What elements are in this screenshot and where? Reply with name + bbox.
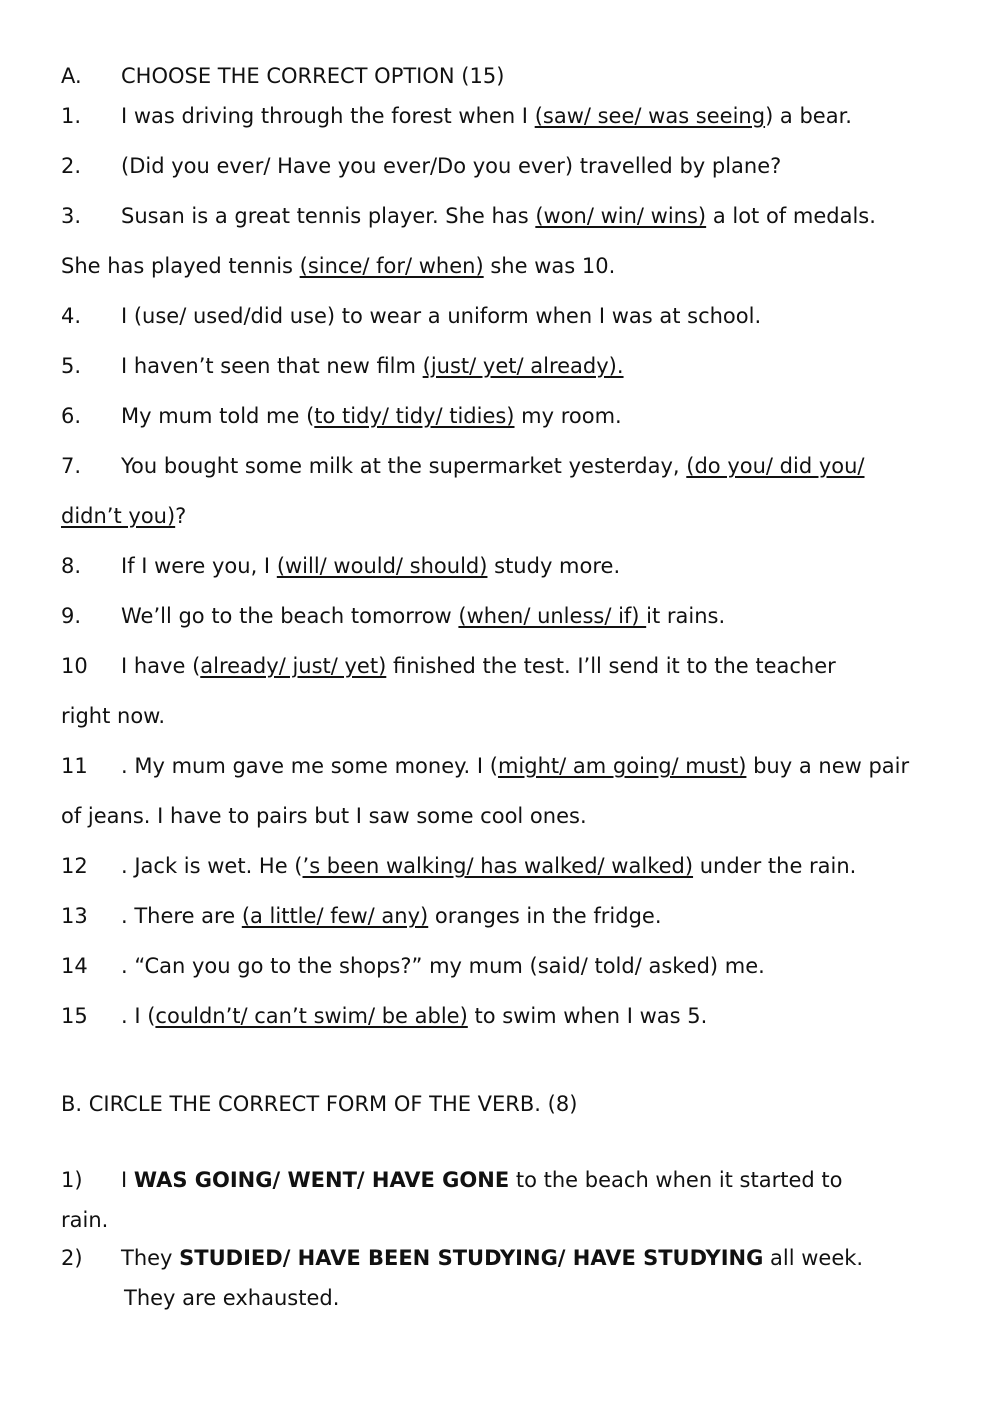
question-number: 7. bbox=[61, 454, 82, 478]
question-number: 11 bbox=[61, 754, 88, 778]
question-stem: She has played tennis bbox=[61, 254, 300, 278]
question-10-continuation bbox=[61, 704, 165, 728]
question-stem: I was driving through the forest when I bbox=[121, 104, 535, 128]
question-number: 12 bbox=[61, 854, 88, 878]
question-stem: They bbox=[121, 1246, 180, 1270]
question-options: (since/ for/ when) bbox=[299, 254, 484, 278]
question-number: 1) bbox=[61, 1168, 83, 1192]
question-options: ’s been walking/ has walked/ walked) bbox=[302, 854, 694, 878]
question-number: 2. bbox=[61, 154, 82, 178]
question-ending: she was 10. bbox=[483, 254, 616, 278]
question-text bbox=[121, 554, 620, 578]
question-text bbox=[121, 1168, 842, 1192]
verb-question-2-continuation: They are exhausted. bbox=[124, 1286, 340, 1310]
question-options: (just/ yet/ already). bbox=[422, 354, 624, 378]
question-number: 3. bbox=[61, 204, 82, 228]
question-ending: all week. bbox=[763, 1246, 864, 1270]
question-stem: . I ( bbox=[121, 1004, 156, 1028]
question-stem: . Jack is wet. He ( bbox=[121, 854, 303, 878]
question-options: already/ just/ yet) bbox=[200, 654, 387, 678]
question-text bbox=[121, 754, 909, 778]
question-number: 10 bbox=[61, 654, 88, 678]
question-number: 9. bbox=[61, 604, 82, 628]
question-number: 15 bbox=[61, 1004, 88, 1028]
question-number: 6. bbox=[61, 404, 82, 428]
question-stem: Susan is a great tennis player. She has bbox=[121, 204, 536, 228]
question-stem: You bought some milk at the supermarket yesterday, bbox=[121, 454, 687, 478]
question-options: (do you/ did you/ bbox=[686, 454, 865, 478]
question-options: couldn’t/ can’t swim/ be able) bbox=[155, 1004, 468, 1028]
question-options: (saw/ see/ was seeing bbox=[534, 104, 766, 128]
question-text bbox=[121, 1004, 707, 1028]
question-stem: We’ll go to the beach tomorrow bbox=[121, 604, 459, 628]
question-stem: of jeans. I have to pairs but I saw some cool ones. bbox=[61, 804, 587, 828]
question-stem: . My mum gave me some money. I ( bbox=[121, 754, 498, 778]
question-text bbox=[121, 104, 852, 128]
question-text bbox=[121, 454, 865, 478]
question-stem: My mum told me ( bbox=[121, 404, 315, 428]
question-text bbox=[121, 154, 781, 178]
question-7-continuation bbox=[61, 504, 186, 528]
verb-options: WAS GOING/ WENT/ HAVE GONE bbox=[133, 1168, 510, 1192]
question-options: to tidy/ tidy/ tidies) bbox=[314, 404, 515, 428]
question-stem: (Did you ever/ Have you ever/Do you ever) travelled by plane? bbox=[121, 154, 782, 178]
question-options: (won/ win/ wins) bbox=[535, 204, 707, 228]
question-number: 2) bbox=[61, 1246, 83, 1270]
section-a-heading bbox=[61, 64, 505, 88]
question-ending: a lot of medals. bbox=[706, 204, 876, 228]
question-stem: I bbox=[121, 1168, 134, 1192]
question-number: 5. bbox=[61, 354, 82, 378]
verb-options: STUDIED/ HAVE BEEN STUDYING/ HAVE STUDYING bbox=[179, 1246, 764, 1270]
section-b-heading: B. CIRCLE THE CORRECT FORM OF THE VERB. (8) bbox=[61, 1092, 578, 1116]
question-stem: I haven’t seen that new film bbox=[121, 354, 423, 378]
question-text bbox=[121, 604, 725, 628]
question-stem: right now. bbox=[61, 704, 166, 728]
question-text: . “Can you go to the shops?” my mum (said/ told/ asked) me. bbox=[121, 954, 765, 978]
question-ending: ? bbox=[175, 504, 187, 528]
section-a-letter: A. bbox=[61, 64, 82, 88]
question-text bbox=[121, 354, 624, 378]
question-number: 14 bbox=[61, 954, 88, 978]
question-ending: it rains. bbox=[646, 604, 726, 628]
question-ending: ) a bear. bbox=[765, 104, 852, 128]
question-3-continuation bbox=[61, 254, 615, 278]
question-text bbox=[121, 1246, 863, 1270]
question-number: 1. bbox=[61, 104, 82, 128]
question-ending: to the beach when it started to bbox=[509, 1168, 843, 1192]
question-11-continuation bbox=[61, 804, 587, 828]
question-stem: . There are bbox=[121, 904, 242, 928]
question-options: (a little/ few/ any) bbox=[241, 904, 429, 928]
question-stem: If I were you, I bbox=[121, 554, 277, 578]
question-text bbox=[121, 654, 836, 678]
question-options: might/ am going/ must) bbox=[497, 754, 747, 778]
question-number: 8. bbox=[61, 554, 82, 578]
question-text: I (use/ used/did use) to wear a uniform when I was at school. bbox=[121, 304, 762, 328]
question-options: (when/ unless/ if) bbox=[458, 604, 647, 628]
verb-question-1-continuation: rain. bbox=[61, 1208, 109, 1232]
question-ending: under the rain. bbox=[693, 854, 857, 878]
question-options: didn’t you) bbox=[61, 504, 176, 528]
question-number: 4. bbox=[61, 304, 82, 328]
question-ending: oranges in the fridge. bbox=[428, 904, 662, 928]
question-ending: to swim when I was 5. bbox=[467, 1004, 708, 1028]
question-options: (will/ would/ should) bbox=[276, 554, 488, 578]
question-number: 13 bbox=[61, 904, 88, 928]
question-stem: I have ( bbox=[121, 654, 201, 678]
question-ending: study more. bbox=[487, 554, 621, 578]
question-text bbox=[121, 854, 856, 878]
question-ending: finished the test. I’ll send it to the teacher bbox=[386, 654, 836, 678]
section-a-title: CHOOSE THE CORRECT OPTION (15) bbox=[121, 64, 505, 88]
question-text bbox=[121, 204, 876, 228]
question-text bbox=[121, 904, 662, 928]
question-ending: my room. bbox=[514, 404, 622, 428]
question-text bbox=[121, 404, 622, 428]
question-ending: buy a new pair bbox=[746, 754, 910, 778]
